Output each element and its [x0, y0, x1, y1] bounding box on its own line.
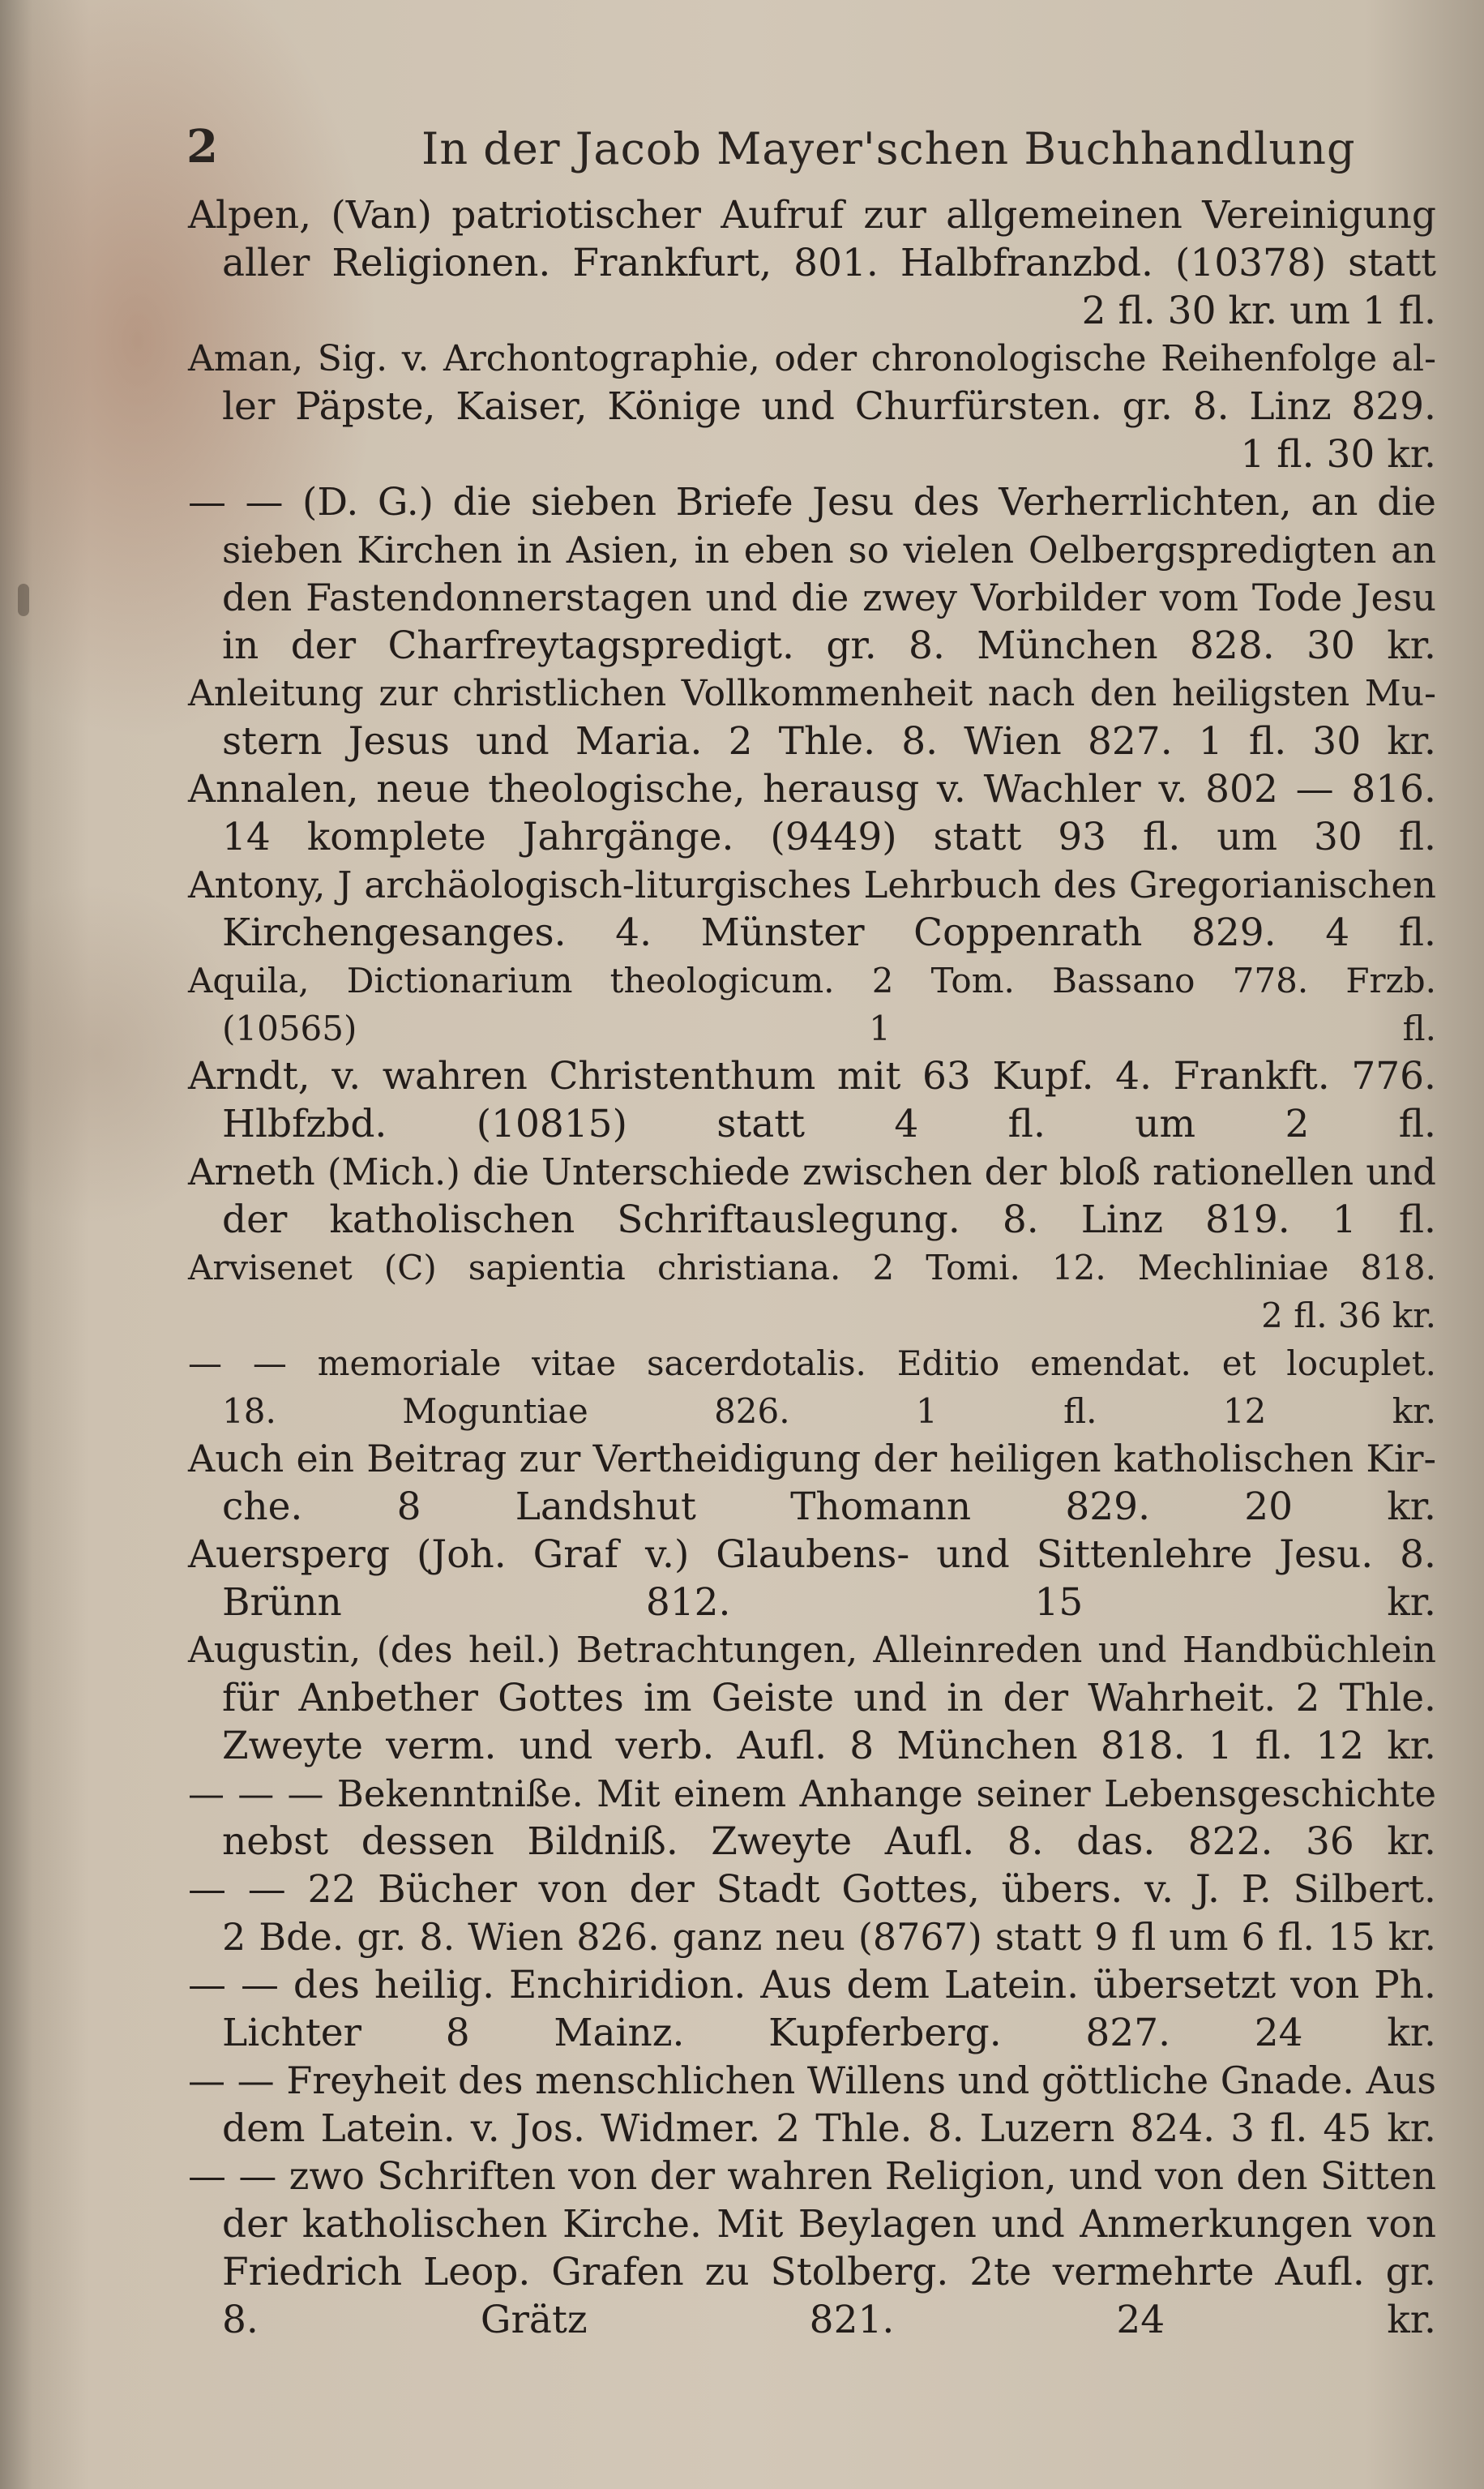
entry-line: 2 fl. 30 kr. um 1 fl. — [1081, 289, 1436, 333]
entry-first-line: — — zwo Schriften von der wahren Religion, und von den Sitten — [188, 2154, 1436, 2199]
catalog-entry — [188, 1244, 1436, 1339]
entry-line: den Fastendonnerstagen und die zwey Vorbilder vom Tode Jesu — [222, 576, 1436, 619]
entry-first-line: Aman, Sig. v. Archontographie, oder chronologische Reihenfolge al- — [188, 338, 1436, 379]
entry-first-line: Annalen, neue theologische, herausg v. Wachler v. 802 — 816. — [188, 767, 1436, 812]
entry-line: 1 fl. 30 kr. — [1240, 432, 1436, 477]
entry-line: 14 komplete Jahrgänge. (9449) statt 93 fl. um 30 fl. — [222, 815, 1436, 859]
entry-line: Hlbfzbd. (10815) statt 4 fl. um 2 fl. — [222, 1102, 1436, 1146]
entry-line: Brünn 812. 15 kr. — [222, 1580, 1436, 1625]
catalog-entry — [188, 1339, 1436, 1435]
catalog-entries — [188, 191, 1436, 2344]
entry-first-line: Augustin, (des heil.) Betrachtungen, Alleinreden und Handbüchlein — [188, 1630, 1436, 1671]
entry-line: Friedrich Leop. Grafen zu Stolberg. 2te vermehrte Aufl. gr. — [222, 2250, 1436, 2294]
entry-line: aller Religionen. Frankfurt, 801. Halbfranzbd. (10378) statt — [222, 241, 1436, 285]
entry-first-line: — — 22 Bücher von der Stadt Gottes, übers. v. J. P. Silbert. — [188, 1867, 1436, 1912]
entry-line: dem Latein. v. Jos. Widmer. 2 Thle. 8. Luzern 824. 3 fl. 45 kr. — [222, 2106, 1436, 2151]
entry-first-line: Arneth (Mich.) die Unterschiede zwischen der bloß rationellen und — [188, 1150, 1436, 1193]
catalog-entry — [188, 765, 1436, 861]
entry-line: 2 Bde. gr. 8. Wien 826. ganz neu (8767) statt 9 fl um 6 fl. 15 kr. — [222, 1915, 1436, 1959]
catalog-entry — [188, 1626, 1436, 1770]
page-header — [186, 120, 1426, 185]
catalog-entry — [188, 957, 1436, 1052]
entry-line: für Anbether Gottes im Geiste und in der Wahrheit. 2 Thle. — [222, 1676, 1436, 1720]
entry-line: Lichter 8 Mainz. Kupferberg. 827. 24 kr. — [222, 2011, 1436, 2055]
binding-mark — [18, 584, 29, 616]
running-head: In der Jacob Mayer'schen Buchhandlung — [421, 123, 1356, 174]
entry-line: stern Jesus und Maria. 2 Thle. 8. Wien 827. 1 fl. 30 kr. — [222, 719, 1436, 764]
catalog-entry — [188, 1770, 1436, 1866]
entry-first-line: Alpen, (Van) patriotischer Aufruf zur allgemeinen Vereinigung — [188, 193, 1436, 238]
entry-first-line: Anleitung zur christlichen Vollkommenheit nach den heiligsten Mu- — [188, 673, 1436, 714]
entry-first-line: — — (D. G.) die sieben Briefe Jesu des Verherrlichten, an die — [188, 480, 1436, 525]
entry-first-line: — — des heilig. Enchiridion. Aus dem Latein. übersetzt von Ph. — [188, 1963, 1436, 2007]
entry-line: der katholischen Kirche. Mit Beylagen und Anmerkungen von — [222, 2202, 1436, 2247]
catalog-entry — [188, 1435, 1436, 1531]
entry-line: che. 8 Landshut Thomann 829. 20 kr. — [222, 1484, 1436, 1529]
entry-first-line: — — Freyheit des menschlichen Willens und göttliche Gnade. Aus — [188, 2058, 1436, 2102]
entry-line: der katholischen Schriftauslegung. 8. Linz 819. 1 fl. — [222, 1197, 1436, 1242]
entry-line: nebst dessen Bildniß. Zweyte Aufl. 8. das. 822. 36 kr. — [222, 1819, 1436, 1864]
catalog-entry — [188, 1866, 1436, 1961]
entry-first-line: Antony, J archäologisch-liturgisches Lehrbuch des Gregorianischen — [188, 863, 1436, 906]
entry-line: 8. Grätz 821. 24 kr. — [222, 2298, 1436, 2342]
entry-first-line: Auersperg (Joh. Graf v.) Glaubens- und Sittenlehre Jesu. 8. — [188, 1532, 1436, 1577]
catalog-entry — [188, 478, 1436, 670]
catalog-entry — [188, 670, 1436, 765]
entry-first-line: Aquila, Dictionarium theologicum. 2 Tom. Bassano 778. Frzb. — [188, 961, 1436, 1000]
catalog-entry — [188, 2153, 1436, 2344]
entry-line: ler Päpste, Kaiser, Könige und Churfürsten. gr. 8. Linz 829. — [222, 384, 1436, 429]
entry-first-line: Arvisenet (C) sapientia christiana. 2 Tomi. 12. Mechliniae 818. — [188, 1248, 1436, 1287]
entry-line: Kirchengesanges. 4. Münster Coppenrath 829. 4 fl. — [222, 910, 1436, 955]
entry-line: (10565) 1 fl. — [222, 1009, 1436, 1048]
entry-first-line: Auch ein Beitrag zur Vertheidigung der heiligen katholischen Kir- — [188, 1437, 1436, 1480]
entry-first-line: — — — Bekenntniße. Mit einem Anhange seiner Lebensgeschichte — [188, 1772, 1436, 1815]
catalog-entry — [188, 1961, 1436, 2057]
entry-first-line: — — memoriale vitae sacerdotalis. Editio emendat. et locuplet. — [188, 1343, 1436, 1383]
catalog-entry — [188, 191, 1436, 335]
catalog-entry — [188, 2057, 1436, 2153]
catalog-entry — [188, 335, 1436, 478]
catalog-entry — [188, 861, 1436, 957]
entry-line: in der Charfreytagspredigt. gr. 8. München 828. 30 kr. — [222, 623, 1436, 668]
entry-line: Zweyte verm. und verb. Aufl. 8 München 818. 1 fl. 12 kr. — [222, 1724, 1436, 1768]
entry-line: 2 fl. 36 kr. — [1261, 1296, 1436, 1335]
entry-first-line: Arndt, v. wahren Christenthum mit 63 Kupf. 4. Frankft. 776. — [188, 1054, 1436, 1099]
entry-line: 18. Moguntiae 826. 1 fl. 12 kr. — [222, 1391, 1436, 1431]
catalog-entry — [188, 1148, 1436, 1244]
catalog-entry — [188, 1052, 1436, 1148]
catalog-entry — [188, 1531, 1436, 1626]
entry-line: sieben Kirchen in Asien, in eben so vielen Oelbergspredigten an — [222, 529, 1436, 572]
page-number: 2 — [186, 120, 218, 174]
